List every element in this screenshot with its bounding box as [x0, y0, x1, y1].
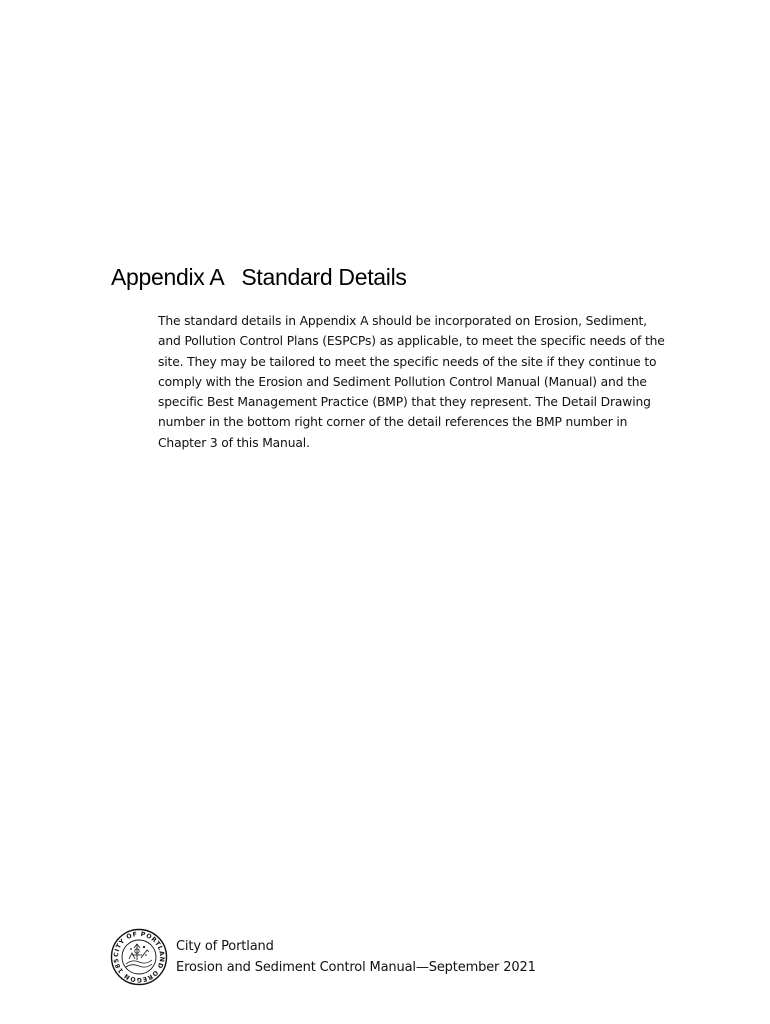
appendix-title: Standard Details	[241, 264, 407, 290]
paragraph-line: number in the bottom right corner of the detail references the BMP number in	[158, 415, 628, 430]
page-footer	[110, 928, 570, 990]
paragraph-line: site. They may be tailored to meet the specific needs of the site if they continue to	[158, 354, 657, 369]
appendix-heading	[111, 264, 407, 291]
seal-text: CITY OF PORTLAND OREGON 185	[112, 930, 166, 984]
footer-text	[176, 936, 536, 978]
footer-publication: Erosion and Sediment Control Manual—September 2021	[176, 960, 536, 975]
intro-paragraph	[158, 311, 683, 453]
appendix-label: Appendix A	[111, 264, 225, 290]
city-seal-icon	[110, 928, 168, 986]
paragraph-line: specific Best Management Practice (BMP) that they represent. The Detail Drawing	[158, 395, 651, 410]
paragraph-line: comply with the Erosion and Sediment Pollution Control Manual (Manual) and the	[158, 374, 647, 389]
paragraph-line: and Pollution Control Plans (ESPCPs) as applicable, to meet the specific needs of the	[158, 334, 665, 349]
paragraph-line: The standard details in Appendix A should be incorporated on Erosion, Sediment,	[158, 314, 647, 328]
footer-organization: City of Portland	[176, 939, 274, 954]
paragraph-line: Chapter 3 of this Manual.	[158, 435, 310, 450]
